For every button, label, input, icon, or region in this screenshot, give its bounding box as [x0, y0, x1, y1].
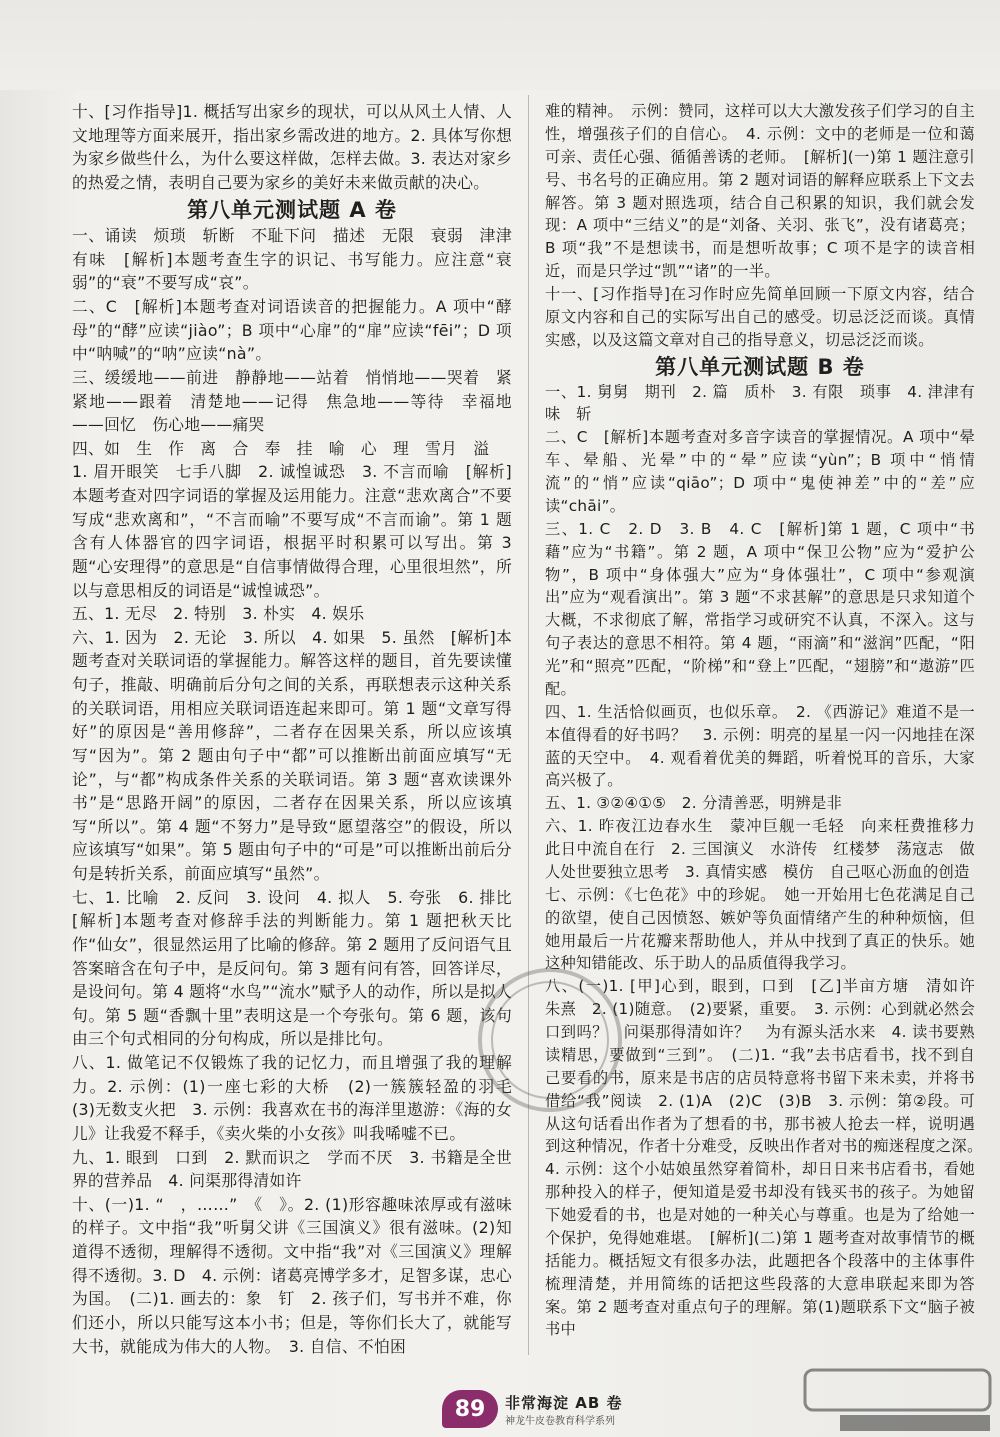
answer-paragraph: 八、(一)1. [甲]心到，眼到，口到 [乙]半亩方塘 清如许 朱熹 2. (1)随意。 (2)要紧，重要。 3. 示例：心到就必然会口到吗？ 问渠那得清如许？ 为有源头活水来 4. 读书要熟读精思，要做到“三到”。 (二)1. “我”去书店看书，找不到自己要看的书，原来是书店的店员特意将书留下来未卖，并将书借给“我”阅读 2. (1)A (2)C (3)B 3. 示例：第②段。可从这句话看出作者为了想看的书，那书被人抢去一样，说明遇到这种情况，作者十分难受，反映出作者对书的痴迷程度之深。 4. 示例：这个小姑娘虽然穿着简朴，却日日来书店看书，看她那种投入的样子，便知道是爱书却没有钱买书的孩子。为她留下她爱看的书，也是对她的一种关心与尊重。也是为了给她一个保护，免得她难堪。 [解析](二)第 1 题考查对故事情节的概括能力。概括短文有很多办法，此题把各个段落中的主体事件梳理清楚，并用简练的话把这些段落的大意串联起来即为答案。第 2 题考查对重点句子的理解。第(1)题联系下文“脑子被书中: [545, 977, 991, 1339]
answer-paragraph: 五、1. 无尽 2. 特别 3. 朴实 4. 娱乐: [72, 604, 365, 624]
answer-paragraph: 六、1. 昨夜江边春水生 蒙冲巨舰一毛轻 向来枉费推移力 此日中流自在行 2. 三国演义 水浒传 红楼梦 荡寇志 做人处世要独立思考 3. 真情实感 模仿 自己呕心沥血的创造: [545, 817, 991, 881]
answer-paragraph: 四、1. 生活恰似画页，也似乐章。 2. 《西游记》难道不是一本值得看的好书吗？ 3. 示例：明亮的星星一闪一闪地挂在深蓝的天空中。 4. 观看着优美的舞蹈，听着悦耳的音乐，大家高兴极了。: [545, 702, 975, 790]
answer-paragraph: 三、缓缓地——前进 静静地——站着 悄悄地——哭着 紧紧地——跟着 清楚地——记得 焦急地——等待 幸福地——回忆 伤心地——痛哭: [72, 367, 512, 435]
right-column: [545, 100, 991, 1341]
answer-paragraph: 七、示例：《七色花》中的珍妮。 她一开始用七色花满足自己的欲望，使自己因愤怒、嫉妒等负面情绪产生的种种烦恼，但她用最后一片花瓣来帮助他人，并从中找到了真正的快乐。她这种知错能改、乐于助人的品质值得我学习。: [545, 885, 975, 973]
answer-paragraph: 三、1. C 2. D 3. B 4. C [解析]第 1 题，C 项中“书藉”应为“书籍”。第 2 题，A 项中“保卫公物”应为“爱护公物”，B 项中“身体强大”应为“身体强壮”，C 项中“参观演出”应为“观看演出”。第 3 题“不求甚解”的意思是只求知道个大概，不求彻底了解，常指学习或研究不认真，不深入。这与句子表达的意思不相符。第 4 题，“雨滴”和“滋润”匹配，“阳光”和“照亮”匹配，“阶梯”和“登上”匹配，“翅膀”和“遨游”匹配。: [545, 519, 975, 698]
top-margin: [0, 0, 1000, 90]
left-column: [72, 100, 529, 1358]
answer-paragraph: 1. 眉开眼笑 七手八脚 2. 诚惶诚恐 3. 不言而喻 [解析]本题考查对四字词语的掌握及运用能力。注意“悲欢离合”不要写成“悲欢离和”，“不言而喻”不要写成“不言而谕”。第 1 题含有人体器官的四字词语，根据平时积累可以写出。第 3 题“心安理得”的意思是“自信事情做得合理，心里很坦然”，所以与意思相反的词语是“诚惶诚恐”。: [72, 462, 512, 600]
answer-paragraph: 十、[习作指导]1. 概括写出家乡的现状，可以从风土人情、人文地理等方面来展开，指出家乡需改进的地方。2. 具体写你想为家乡做些什么，为什么要这样做，怎样去做。3. 表达对家乡的热爱之情，表明自己要为家乡的美好未来做贡献的决心。: [72, 102, 512, 192]
publisher-line: 神龙牛皮卷教育科学系列: [505, 1416, 615, 1427]
section-title: 第八单元测试题 B 卷: [655, 354, 865, 379]
column-divider: [528, 95, 529, 1355]
mxqe-logo-watermark: [800, 1365, 995, 1435]
section-title: 第八单元测试题 A 卷: [187, 197, 397, 222]
answer-paragraph: 一、诵读 烦琐 斩断 不耻下问 描述 无限 衰弱 津津有味 [解析]本题考查生字的识记、书写能力。应注意“衰弱”的“衰”不要写成“哀”。: [72, 226, 512, 293]
answer-paragraph: 九、1. 眼到 口到 2. 默而识之 学而不厌 3. 书籍是全世界的营养品 4. 问渠那得清如许: [72, 1147, 512, 1191]
answer-paragraph: 五、1. ③②④①⑤ 2. 分清善恶，明辨是非: [545, 794, 843, 813]
answer-paragraph: 一、1. 舅舅 期刊 2. 篇 质朴 3. 有限 琐事 4. 津津有味 斩: [545, 382, 975, 424]
answer-paragraph: 十、(一)1. “ ，……” 《 》。2. (1)形容趣味浓厚或有滋味的样子。文中指“我”听舅父讲《三国演义》很有滋味。(2)知道得不透彻，理解得不透彻。文中指“我”对《三国演义》理解得不透彻。3. D 4. 示例：诸葛亮博学多才，足智多谋，忠心为国。 (二)1. 画去的：象 钉 2. 孩子们，写书并不难，你们还小，所以只能写这本小书；但是，等你们长大了，就能写大书，就能成为伟大的人物。 3. 自信、不怕困: [72, 1194, 512, 1356]
book-title: 非常海淀 AB 卷: [505, 1394, 623, 1412]
answer-paragraph: 难的精神。 示例：赞同，这样可以大大激发孩子们学习的自主性，增强孩子们的自信心。 4. 示例：文中的老师是一位和蔼可亲、责任心强、循循善诱的老师。 [解析](一)第 1 题注意引号、书名号的正确应用。第 2 题对词语的解释应联系上下文去解答。第 3 题对照选项，结合自己积累的知识，我们就会发现：A 项中“三结义”的是“刘备、关羽、张飞”，没有诸葛亮；B 项“我”不是想读书，而是想听故事；C 项不是字的读音相近，而是只学过“凯”“诸”的一半。: [545, 102, 975, 281]
answer-paragraph: 八、1. 做笔记不仅锻炼了我的记忆力，而且增强了我的理解力。2. 示例：(1)一座七彩的大桥 (2)一簇簇轻盈的羽毛 (3)无数支火把 3. 示例：我喜欢在书的海洋里遨游：《海的女儿》让我爱不释手，《卖火柴的小女孩》叫我唏嘘不已。: [72, 1053, 529, 1143]
answer-paragraph: 六、1. 因为 2. 无论 3. 所以 4. 如果 5. 虽然 [解析]本题考查对关联词语的掌握能力。解答这样的题目，首先要读懂句子，推敲、明确前后分句之间的关系，再联想表示这种关系的关联词语，用相应关联词语连起来即可。第 1 题“文章写得好”的原因是“善用修辞”，二者存在因果关系，所以应该填写“因为”。第 2 题由句子中“都”可以推断出前面应填写“无论”，与“都”构成条件关系的关联词语。第 3 题“喜欢读课外书”是“思路开阔”的原因，二者存在因果关系，所以应该填写“所以”。第 4 题“不努力”是导致“愿望落空”的假设，所以应该填写“如果”。第 5 题由句子中的“可是”可以推断出前后分句是转折关系，前面应填写“虽然”。: [72, 627, 512, 883]
answer-paragraph: 七、1. 比喻 2. 反问 3. 设问 4. 拟人 5. 夸张 6. 排比 [解析]本题考查对修辞手法的判断能力。第 1 题把秋天比作“仙女”，很显然运用了比喻的修辞。第 2 题用了反问语气且答案暗含在句子中，是反问句。第 3 题有问有答，回答详尽，是设问句。第 4 题将“水鸟”“流水”赋予人的动作，所以是拟人句。第 5 题“香飘十里”表明这是一个夸张句。第 6 题，该句由三个句式相同的分句构成，所以是排比句。: [72, 887, 529, 1049]
answer-paragraph: 二、C [解析]本题考查对词语读音的把握能力。A 项中“酵母”的“酵”应读“jiào”；B 项中“心扉”的“扉”应读“fēi”；D 项中“呐喊”的“呐”应读“nà”。: [72, 297, 512, 364]
answer-paragraph: 十一、[习作指导]在习作时应先简单回顾一下原文内容，结合原文内容和自己的实际写出自己的感受。切忌泛泛而谈。真情实感，以及这篇文章对自己的指导意义，切忌泛泛而谈。: [545, 285, 975, 349]
page-number: 89: [442, 1390, 498, 1428]
answer-paragraph: 四、如 生 作 离 合 奉 挂 喻 心 理 雪月 溢: [72, 438, 490, 458]
answer-paragraph: 二、C [解析]本题考查对多音字读音的掌握情况。A 项中“晕车、晕船、光晕”中的“晕”应读“yùn”；B 项中“悄情流”的“悄”应读“qiāo”；D 项中“鬼使神差”中的“差”应读“chāi”。: [545, 428, 975, 515]
